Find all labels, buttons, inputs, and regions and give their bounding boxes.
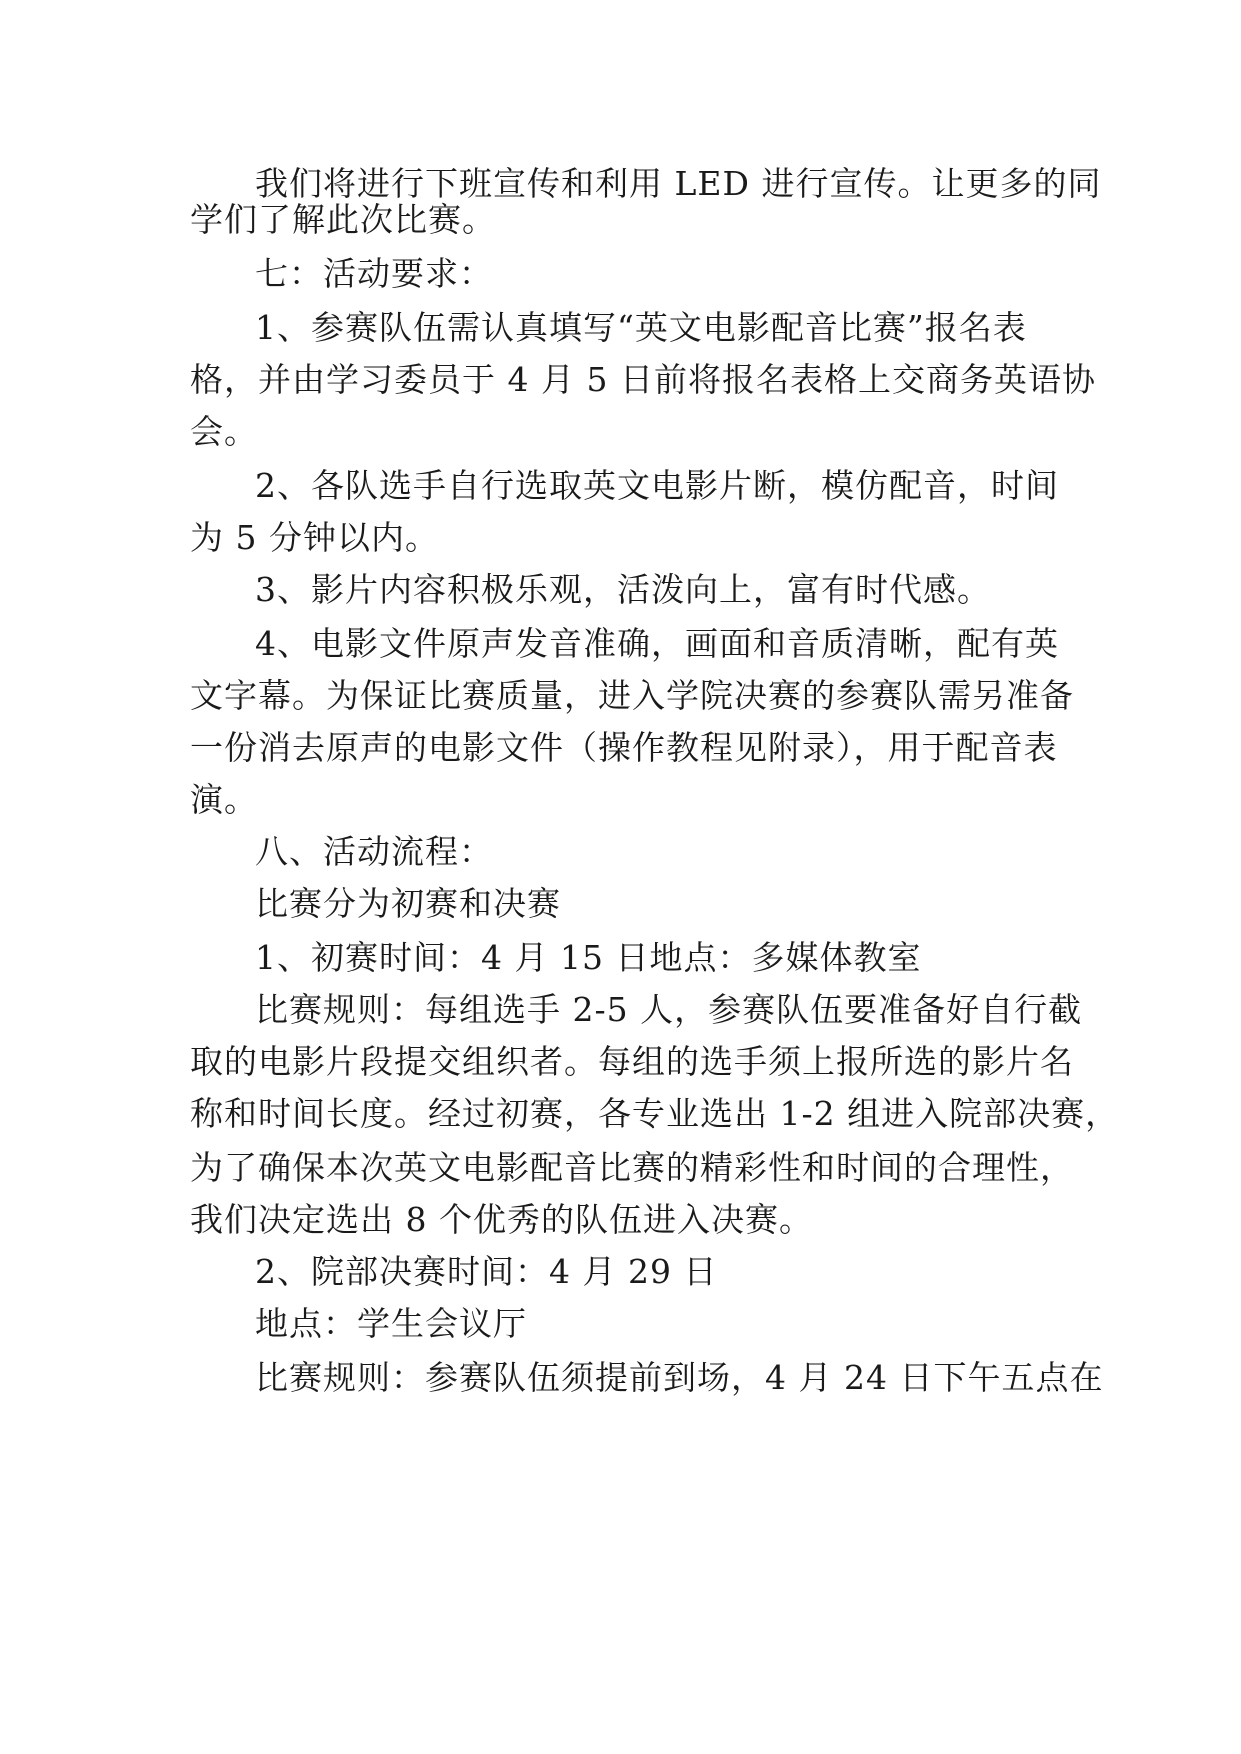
paragraph-line: 我们将进行下班宣传和利用 LED 进行宣传。让更多的同 [255,164,1102,203]
paragraph-line: 格，并由学习委员于 4 月 5 日前将报名表格上交商务英语协 [190,360,1096,399]
paragraph-line: 地点：学生会议厅 [255,1304,527,1343]
paragraph-line: 2、各队选手自行选取英文电影片断，模仿配音，时间 [255,466,1059,505]
section-heading: 七：活动要求： [255,254,493,293]
paragraph-line: 演。 [190,780,258,819]
paragraph-line: 称和时间长度。经过初赛，各专业选出 1-2 组进入院部决赛， [190,1094,1120,1133]
paragraph-line: 1、参赛队伍需认真填写“英文电影配音比赛”报名表 [255,308,1027,347]
paragraph-line: 比赛分为初赛和决赛 [255,884,561,923]
paragraph-line: 我们决定选出 8 个优秀的队伍进入决赛。 [190,1200,813,1239]
paragraph-line: 1、初赛时间：4 月 15 日地点：多媒体教室 [255,938,922,977]
paragraph-line: 比赛规则：每组选手 2-5 人，参赛队伍要准备好自行截 [255,990,1083,1029]
paragraph-line: 学们了解此次比赛。 [190,200,496,239]
section-heading: 八、活动流程： [255,832,493,871]
paragraph-line: 会。 [190,412,258,451]
paragraph-line: 为了确保本次英文电影配音比赛的精彩性和时间的合理性， [190,1148,1074,1187]
paragraph-line: 一份消去原声的电影文件（操作教程见附录），用于配音表 [190,728,1058,767]
paragraph-line: 4、电影文件原声发音准确，画面和音质清晰，配有英 [255,624,1059,663]
paragraph-line: 为 5 分钟以内。 [190,518,439,557]
paragraph-line: 取的电影片段提交组织者。每组的选手须上报所选的影片名 [190,1042,1074,1081]
paragraph-line: 2、院部决赛时间：4 月 29 日 [255,1252,718,1291]
paragraph-line: 文字幕。为保证比赛质量，进入学院决赛的参赛队需另准备 [190,676,1074,715]
paragraph-line: 3、影片内容积极乐观，活泼向上，富有时代感。 [255,570,991,609]
paragraph-line: 比赛规则：参赛队伍须提前到场，4 月 24 日下午五点在 [255,1358,1104,1397]
